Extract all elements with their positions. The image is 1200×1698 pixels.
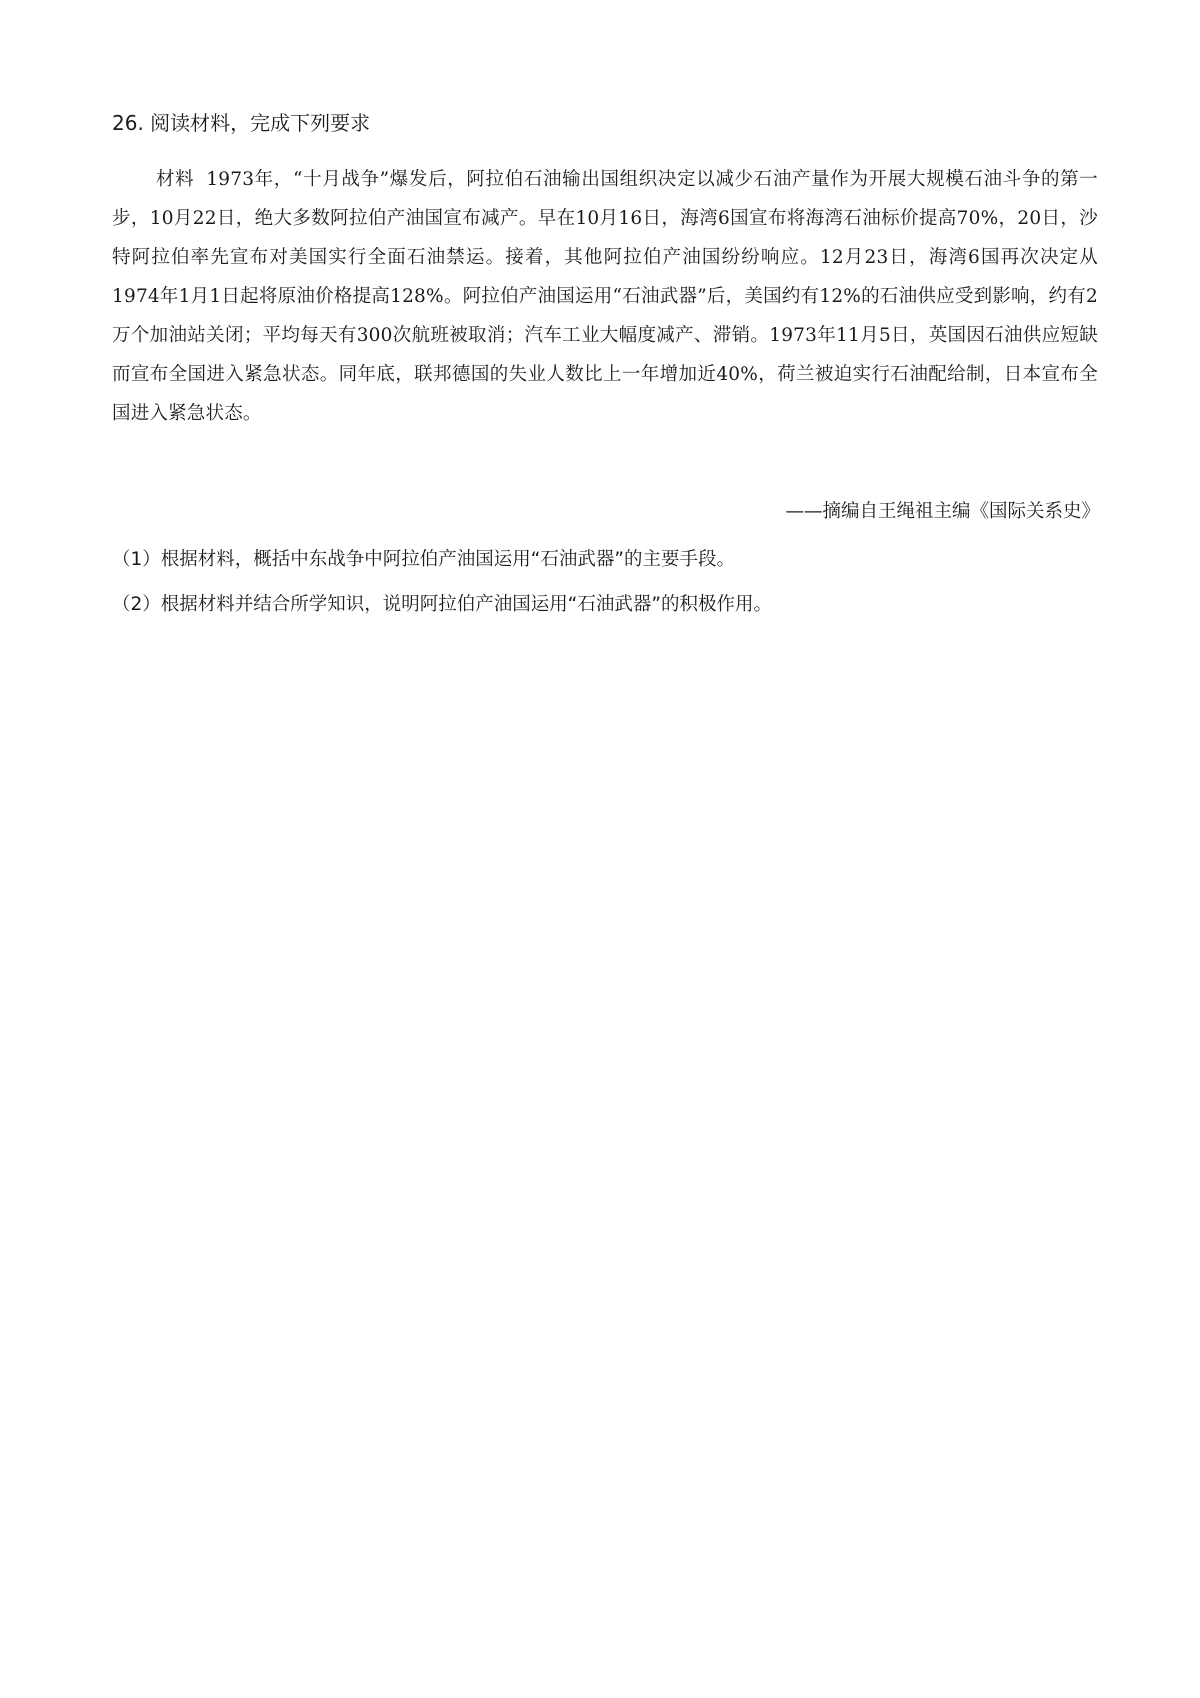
material-source: ——摘编自王绳祖主编《国际关系史》	[785, 501, 1100, 522]
question-title: 26. 阅读材料，完成下列要求	[112, 111, 371, 135]
material-paragraph	[112, 160, 1098, 433]
material-label: 材料	[156, 169, 195, 190]
sub-question-2: （2）根据材料并结合所学知识，说明阿拉伯产油国运用“石油武器”的积极作用。	[112, 594, 772, 615]
sub-question-1: （1）根据材料，概括中东战争中阿拉伯产油国运用“石油武器”的主要手段。	[112, 549, 735, 570]
material-text: 1973年，“十月战争”爆发后，阿拉伯石油输出国组织决定以减少石油产量作为开展大规模石油斗争的第一步，10月22日，绝大多数阿拉伯产油国宣布减产。早在10月16日，海湾6国宣布将海湾石油标价提高70%，20日，沙特阿拉伯率先宣布对美国实行全面石油禁运。接着，其他阿拉伯产油国纷纷响应。12月23日，海湾6国再次决定从1974年1月1日起将原油价格提高128%。阿拉伯产油国运用“石油武器”后，美国约有12%的石油供应受到影响，约有2万个加油站关闭；平均每天有300次航班被取消；汽车工业大幅度减产、滞销。1973年11月5日，英国因石油供应短缺而宣布全国进入紧急状态。同年底，联邦德国的失业人数比上一年增加近40%，荷兰被迫实行石油配给制，日本宣布全国进入紧急状态。	[112, 169, 1098, 424]
